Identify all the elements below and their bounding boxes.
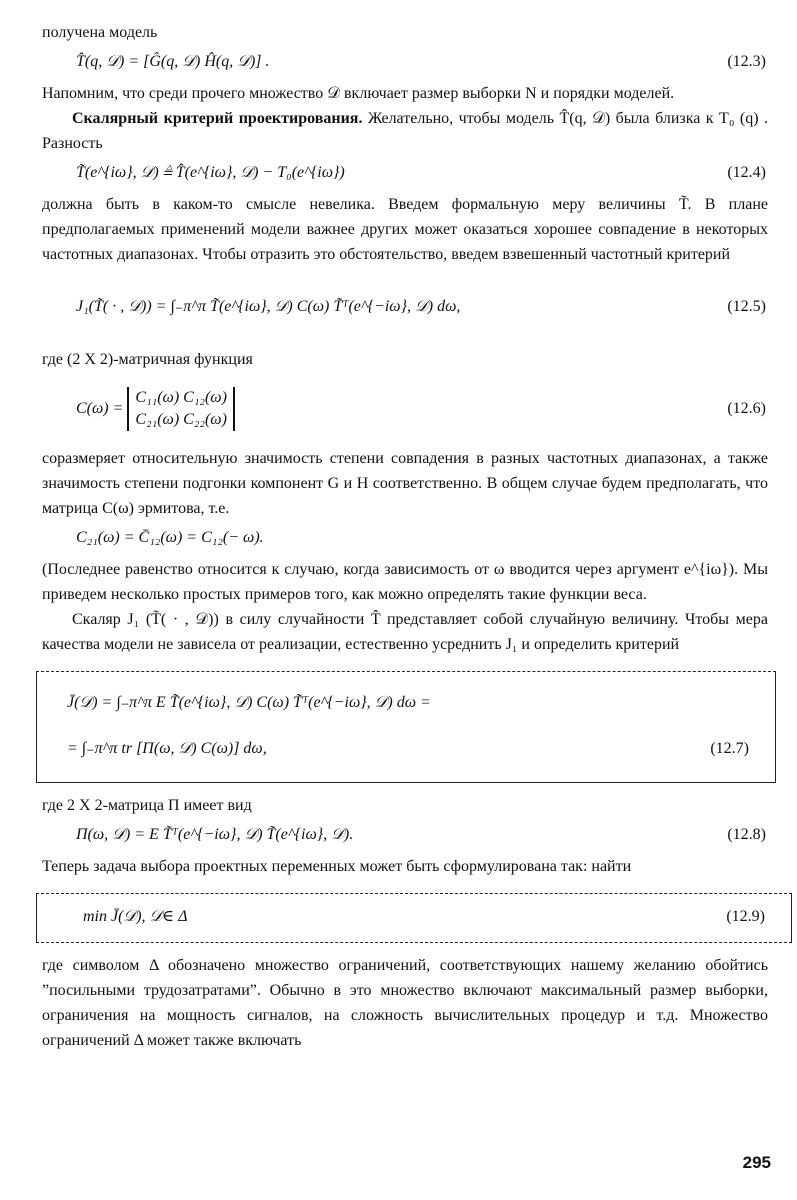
equation-body: Π(ω, 𝒟) = E T̃ᵀ(e^{−iω}, 𝒟) T̃(e^{iω}, 𝒟). bbox=[76, 826, 354, 843]
section-heading: Скалярный критерий проектирования. bbox=[72, 110, 363, 127]
equation-body: C₂₁(ω) = C̄₁₂(ω) = C₁₂(− ω). bbox=[76, 529, 264, 546]
equation-body: T̂(q, 𝒟) = [Ĝ(q, 𝒟) Ĥ(q, 𝒟)] . bbox=[76, 53, 270, 70]
equation-row: J̄(𝒟) = ∫₋π^π E T̃(e^{iω}, 𝒟) C(ω) T̃ᵀ(e^{−iω}, 𝒟) dω = bbox=[67, 694, 431, 711]
equation-row bbox=[83, 900, 783, 934]
weight-matrix bbox=[127, 387, 235, 431]
paragraph bbox=[42, 106, 768, 156]
paragraph: Напомним, что среди прочего множество 𝒟 включает размер выборки N и порядки моделей. bbox=[42, 85, 675, 102]
matrix-row: C₁₁(ω) C₁₂(ω) bbox=[135, 389, 227, 407]
equation-body: T̃(e^{iω}, 𝒟) ≜ T̂(e^{iω}, 𝒟) − T₀(e^{iω}) bbox=[76, 164, 345, 181]
boxed-equation-12-7 bbox=[36, 671, 776, 783]
paragraph: Теперь задача выбора проектных переменных может быть сформулирована так: найти bbox=[42, 858, 632, 875]
equation-row bbox=[67, 726, 767, 772]
matrix-row: C₂₁(ω) C₂₂(ω) bbox=[135, 411, 227, 429]
equation-12-8 bbox=[42, 822, 768, 850]
equation-number: (12.9) bbox=[726, 908, 765, 925]
boxed-equation-12-9 bbox=[36, 893, 792, 943]
paragraph: где 2 X 2-матрица Π имеет вид bbox=[42, 797, 252, 814]
equation-12-4 bbox=[42, 160, 768, 188]
paragraph: где символом Δ обозначено множество ограничений, соответствующих нашему желанию обойтись ”посильными трудозатратами”. Обычно в это множество включают максимальный размер выборки, ограничения на мощность сигналов, на сложность вычислительных процедур и т.д. Множество ограничений Δ может также включать bbox=[42, 957, 768, 1049]
equation-body: = ∫₋π^π tr [Π(ω, 𝒟) C(ω)] dω, bbox=[67, 740, 267, 757]
paragraph: Скаляр J₁ (T̃( · , 𝒟)) в силу случайности T̂ представляет собой случайную величину. Чтобы мера качества модели не зависела от реализации, естественно усреднить J₁ и определить критерий bbox=[42, 611, 768, 653]
equation-number: (12.3) bbox=[727, 53, 766, 70]
page-number: 295 bbox=[742, 1153, 771, 1172]
equation-12-3 bbox=[42, 49, 768, 77]
equation-12-6 bbox=[42, 380, 768, 438]
equation-hermitian bbox=[42, 525, 768, 553]
equation-number: (12.7) bbox=[710, 740, 749, 757]
paragraph-text: Желательно, чтобы модель T̂(q, 𝒟) была близка к T₀ (q) . Разность bbox=[42, 110, 769, 152]
equation-number: (12.5) bbox=[727, 298, 766, 315]
equation-number: (12.4) bbox=[727, 164, 766, 181]
equation-body bbox=[42, 380, 768, 438]
text-line: получена модель bbox=[42, 24, 158, 41]
equation-number: (12.8) bbox=[727, 826, 766, 843]
paragraph: соразмеряет относительную значимость степени совпадения в разных частотных диапазонах, а также значимость степени подгонки компонент G и H соответственно. В общем случае будем предполагать, что матрица C(ω) эрмитова, т.е. bbox=[42, 450, 768, 517]
matrix-lhs: C(ω) = bbox=[76, 400, 124, 417]
page-body bbox=[42, 20, 768, 1053]
equation-body: J₁(T̃( · , 𝒟)) = ∫₋π^π T̃(e^{iω}, 𝒟) C(ω) T̃ᵀ(e^{−iω}, 𝒟) dω, bbox=[76, 298, 461, 315]
equation-12-5 bbox=[42, 283, 768, 331]
equation-number: (12.6) bbox=[727, 400, 766, 417]
equation-body: min J̄(𝒟), 𝒟∈ Δ bbox=[83, 908, 188, 925]
paragraph: где (2 X 2)-матричная функция bbox=[42, 351, 253, 368]
paragraph: (Последнее равенство относится к случаю, когда зависимость от ω вводится через аргумент e^{iω}). Мы приведем несколько простых примеров того, как можно определять такие функции веса. bbox=[42, 561, 768, 603]
paragraph: должна быть в каком-то смысле невелика. Введем формальную меру величины T̃. В плане предполагаемых применений модели важнее других может оказаться хорошее совпадение в некоторых частотных диапазонах. Чтобы отразить это обстоятельство, введем взвешенный частотный критерий bbox=[42, 196, 768, 263]
